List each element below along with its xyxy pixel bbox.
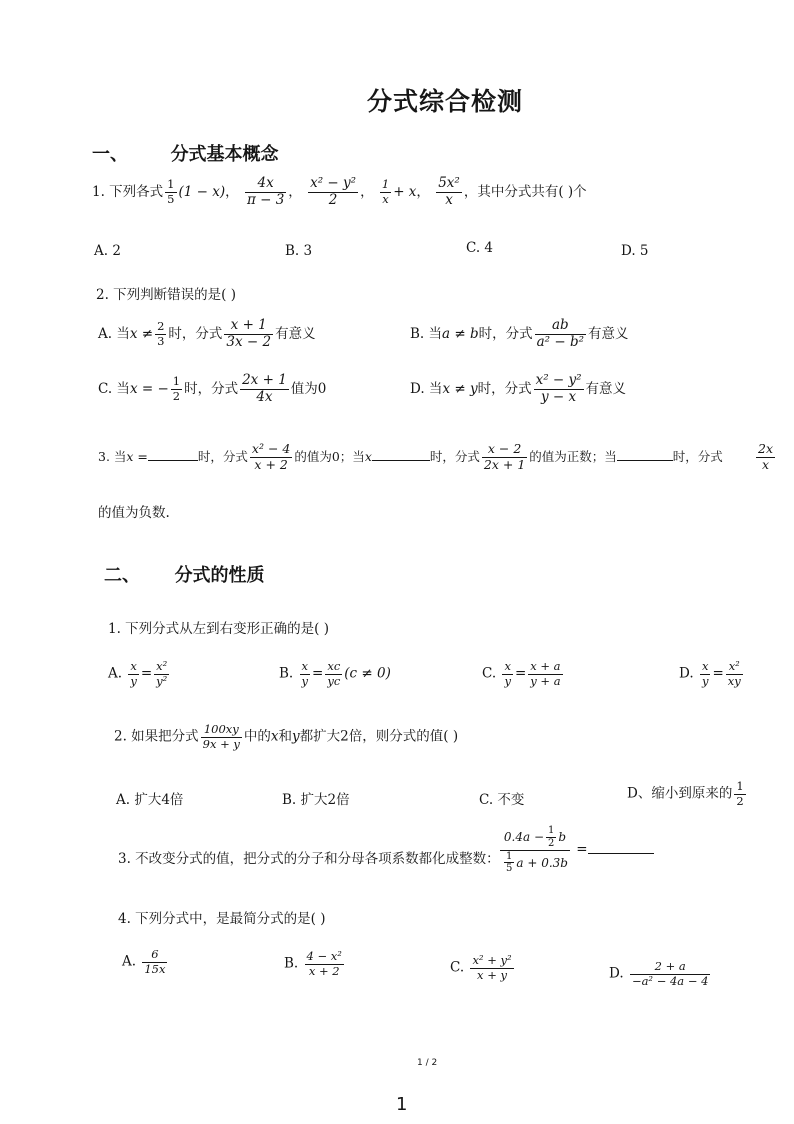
s1-question-1: 1. 下列各式 $\frac{1}{5}$ (1 − x)， $\frac{4x}{\pi - 3}$ ， $\frac{\text{x² − y²}}{2}$ ， $\frac{1}{x}$ + x， $\frac{\text{5x²}}{x}$ ，其中分式共有( )个 — [92, 175, 587, 208]
s2-q1-option-a: A. $\frac{x}{y}$ = $\frac{\text{x²}}{\text{y²}}$ — [108, 659, 168, 688]
page-of-total: 1 / 2 — [417, 1058, 438, 1068]
q2-option-c: C. 当x = − $\frac{1}{2}$ 时，分式 $\frac{2x + 1}{4x}$ 值为0 — [98, 372, 327, 405]
q1-option-d: D. 5 — [621, 243, 649, 259]
page-number: 1 — [396, 1094, 408, 1115]
s1-question-3: 3. 当x = 时，分式 $\frac{\text{x² − 4}}{x + 2}$ 的值为0；当x 时，分式 $\frac{x - 2}{2x + 1}$ 的值为正数；当 时，分式 — [98, 441, 723, 472]
s2-q1-option-d: D. $\frac{x}{y}$ = $\frac{\text{x²}}{xy}$ — [679, 659, 741, 688]
q1-fraction-3: $\frac{\text{x² − y²}}{2}$ — [310, 175, 357, 208]
s1-question-2-stem: 2. 下列判断错误的是( ) — [96, 287, 236, 303]
q1-fraction-4: $\frac{1}{x}$ — [381, 177, 390, 206]
section-two-label: 二、 — [104, 565, 140, 586]
s2-q4-option-b: B. $\frac{\text{4 − x²}}{x + 2}$ — [284, 949, 342, 978]
q1-f4-tail: + x — [393, 183, 417, 200]
s2-question-4-stem: 4. 下列分式中，是最简分式的是( ) — [118, 911, 326, 927]
q1-option-b: B. 3 — [285, 243, 313, 259]
section-one-name: 分式基本概念 — [170, 144, 279, 165]
q1-fraction-5: $\frac{\text{5x²}}{x}$ — [438, 175, 460, 208]
s2-q4-option-c: C. $\frac{\text{x² + y²}}{x + y}$ — [450, 953, 512, 982]
s2-q2-option-d: D、缩小到原来的 $\frac{1}{2}$ — [627, 779, 744, 808]
q1-paren: (1 − x) — [178, 183, 226, 200]
s2-q4-option-a: A. $\frac{6}{15x}$ — [122, 947, 166, 976]
q2-option-a: A. 当x ≠ $\frac{2}{3}$ 时，分式 $\frac{x + 1}{3x - 2}$ 有意义 — [98, 317, 316, 350]
q3-line-2: 的值为负数. — [98, 505, 170, 521]
s2-q2-option-c: C. 不变 — [479, 792, 525, 808]
q2-option-b: B. 当a ≠ b时，分式 $\frac{ab}{\text{a² − b²}}$ 有意义 — [410, 317, 629, 350]
s2-q1-option-c: C. $\frac{x}{y}$ = $\frac{x + a}{y + a}$ — [482, 659, 561, 688]
s2-q3-answer-blank[interactable] — [588, 853, 654, 854]
section-one-heading — [92, 140, 279, 166]
s2-q4-option-d: D. $\frac{2 + a}{\text{−a² − 4a − 4}}$ — [609, 959, 709, 988]
q3-blank-3[interactable] — [617, 460, 673, 461]
q1-option-c: C. 4 — [466, 240, 494, 256]
s2-question-2-stem: 2. 如果把分式 $\frac{100xy}{9x + y}$ 中的x和y都扩大2倍，则分式的值( ) — [114, 722, 459, 751]
q1-prefix: 1. 下列各式 — [92, 183, 164, 200]
q2-option-d: D. 当x ≠ y时，分式 $\frac{\text{x² − y²}}{y - x}$ 有意义 — [410, 372, 627, 405]
q1-fraction-one-fifth: $\frac{1}{5}$ — [167, 177, 175, 206]
s2-question-1-stem: 1. 下列分式从左到右变形正确的是( ) — [108, 621, 329, 637]
q3-blank-1[interactable] — [148, 460, 198, 461]
s2-q2-option-a: A. 扩大4倍 — [116, 792, 184, 808]
s2-q3-complex-fraction: 0.4a − $\frac{1}{2}$ b $\frac{1}{5}$ a + 0.3b = — [498, 825, 654, 875]
s2-question-3-stem: 3. 不改变分式的值，把分式的分子和分母各项系数都化成整数： — [118, 851, 500, 867]
q1-fraction-2: $\frac{4x}{\pi - 3}$ — [246, 175, 285, 208]
section-two-name: 分式的性质 — [174, 565, 265, 586]
q3-fraction-3: $\frac{2x}{x}$ — [758, 441, 774, 472]
page-title: 分式综合检测 — [367, 87, 524, 116]
q1-suffix: ，其中分式共有( )个 — [463, 183, 587, 200]
s2-q2-option-b: B. 扩大2倍 — [282, 792, 350, 808]
section-one-label: 一、 — [92, 144, 128, 165]
q3-blank-2[interactable] — [372, 460, 430, 461]
s2-q1-option-b: B. $\frac{x}{y}$ = $\frac{xc}{yc}$ (c ≠ 0) — [279, 659, 391, 688]
section-two-heading — [104, 561, 265, 587]
q1-option-a: A. 2 — [94, 243, 121, 259]
